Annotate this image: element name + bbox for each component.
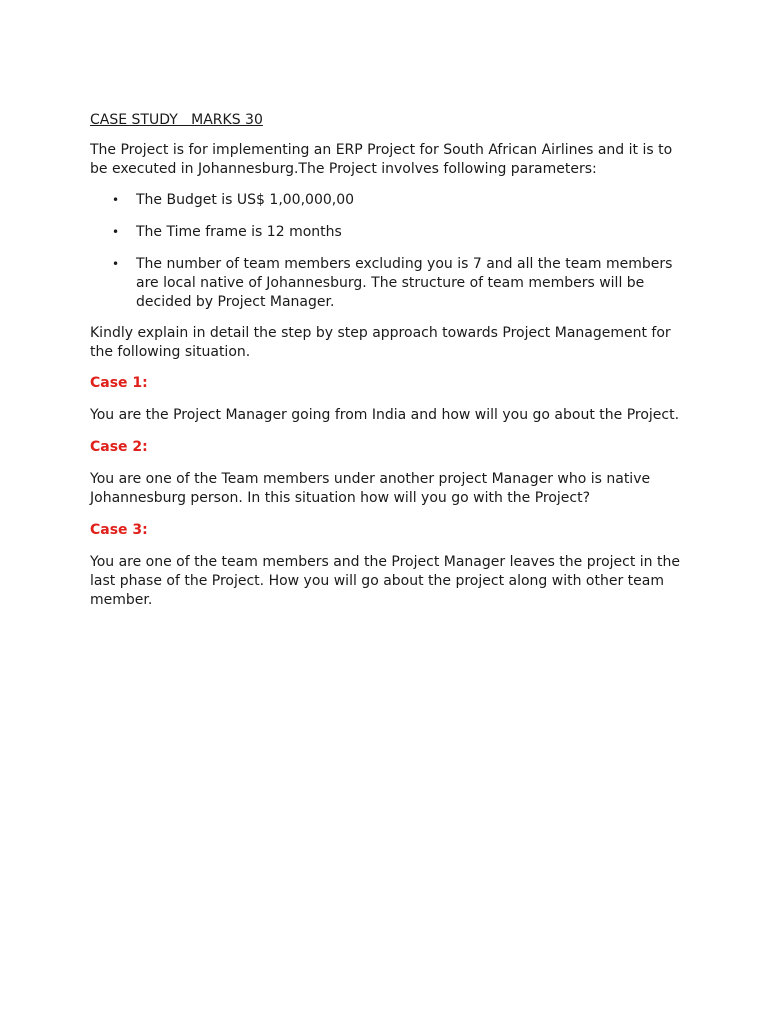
case-2-text: You are one of the Team members under another project Manager who is native Johannesburg person. In this situation how will you go with the Project?: [90, 471, 651, 506]
parameter-text: The Time frame is 12 months: [136, 224, 342, 240]
case-3-text: You are one of the team members and the Project Manager leaves the project in the last phase of the Project. How you will go about the project along with other team member.: [90, 554, 680, 608]
bullet-icon: •: [112, 193, 120, 207]
case-2-heading: Case 2:: [90, 439, 148, 455]
instruction-paragraph: Kindly explain in detail the step by step approach towards Project Management for the following situation.: [90, 325, 671, 360]
parameter-item-budget: [90, 191, 680, 210]
case-3-heading: Case 3:: [90, 522, 148, 538]
parameter-text: The number of team members excluding you is 7 and all the team members are local native of Johannesburg. The structure of team members will be decided by Project Manager.: [136, 256, 673, 310]
parameter-item-team: [90, 255, 680, 312]
bullet-icon: •: [112, 225, 120, 239]
case-1-heading: Case 1:: [90, 375, 148, 391]
case-study-title: CASE STUDY MARKS 30: [90, 112, 263, 128]
case-1-text: You are the Project Manager going from India and how will you go about the Project.: [90, 407, 680, 423]
parameter-item-timeframe: [90, 223, 680, 242]
parameter-text: The Budget is US$ 1,00,000,00: [136, 192, 355, 208]
intro-paragraph: The Project is for implementing an ERP Project for South African Airlines and it is to be executed in Johannesburg.The Project involves following parameters:: [90, 142, 673, 177]
document-body: [90, 111, 680, 623]
bullet-icon: •: [112, 257, 120, 271]
parameters-list: [90, 191, 680, 312]
